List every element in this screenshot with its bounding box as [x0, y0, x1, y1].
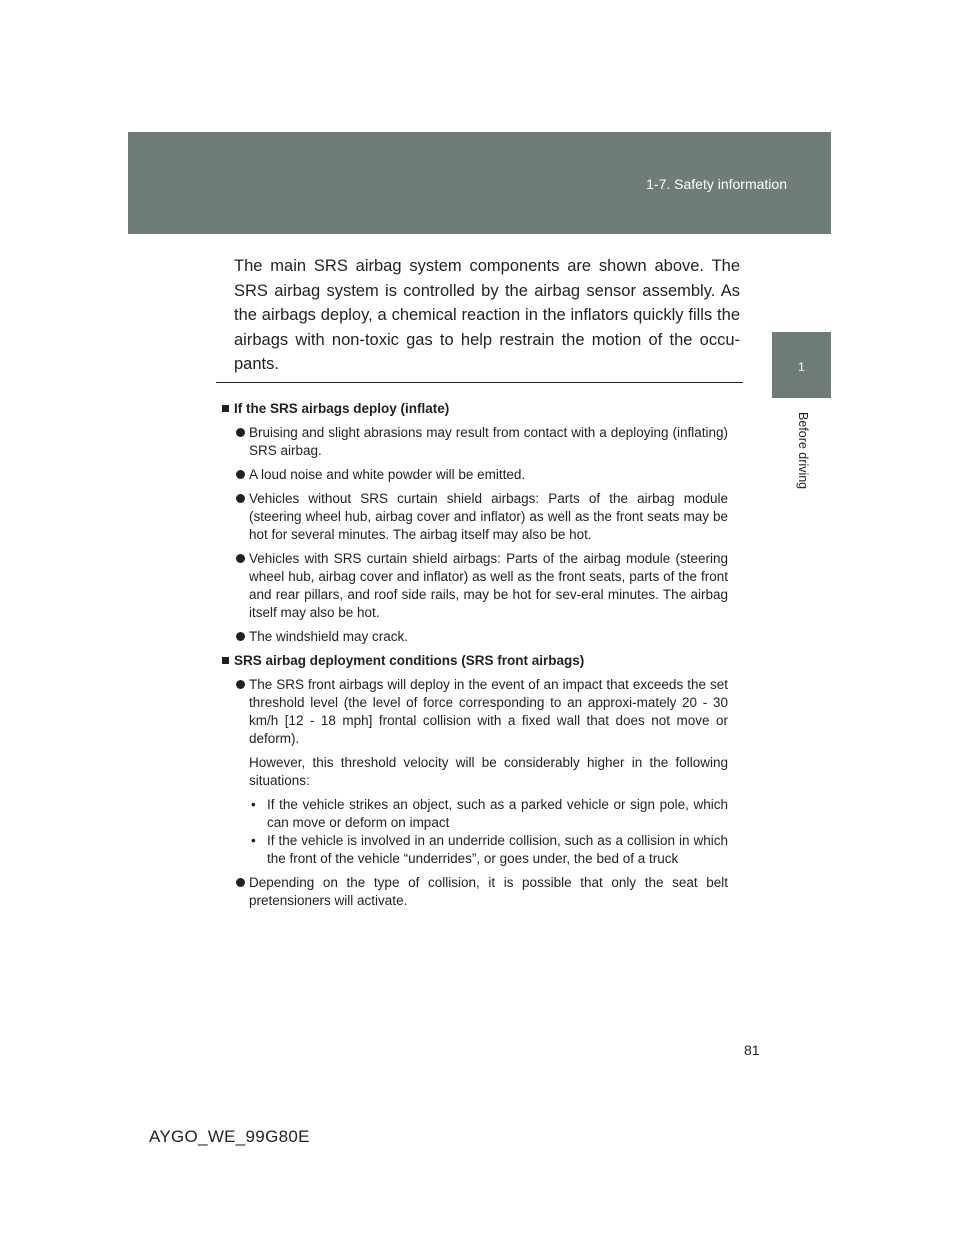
circle-bullet-icon: [236, 554, 245, 563]
header-band: [128, 132, 831, 234]
circle-bullet-icon: [236, 878, 245, 887]
sub-bullet-icon: •: [251, 833, 256, 848]
however-paragraph: However, this threshold velocity will be considerably higher in the following situations:: [249, 755, 728, 788]
square-bullet-icon: [222, 405, 229, 412]
heading-airbag-deploy: If the SRS airbags deploy (inflate): [222, 400, 728, 418]
page-number: 81: [744, 1042, 760, 1058]
chapter-tab: [772, 332, 831, 398]
circle-bullet-icon: [236, 680, 245, 689]
circle-bullet-icon: [236, 494, 245, 503]
list-item: Depending on the type of collision, it is possible that only the seat belt pretensioners will activate.: [222, 874, 728, 910]
sub-list-item: • If the vehicle is involved in an underride collision, such as a collision in which the front of the vehicle “underrides”, or goes under, the bed of a truck: [251, 833, 728, 866]
document-code: AYGO_WE_99G80E: [149, 1127, 310, 1146]
list-item: Vehicles with SRS curtain shield airbags: Parts of the airbag module (steering wheel hub, airbag cover and inflator) as well as the front seats, parts of the front and rear pillars, and roof side rails, may be hot for sev-eral minutes. The airbag itself may also be hot.: [222, 550, 728, 622]
list-item: The windshield may crack.: [222, 628, 728, 646]
section-title: 1-7. Safety information: [646, 176, 787, 192]
intro-paragraph: The main SRS airbag system components are shown above. The SRS airbag system is controlled by the airbag sensor assembly. As the airbags deploy, a chemical reaction in the inflators quickly fills the airbags with non-toxic gas to help restrain the motion of the occu-pants.: [234, 257, 740, 373]
chapter-label: Before driving: [796, 412, 810, 490]
notes-section: [222, 400, 728, 916]
list-item: The SRS front airbags will deploy in the event of an impact that exceeds the set threshold level (the level of force corresponding to an approxi-mately 20 - 30 km/h [12 - 18 mph] frontal collision with a fixed wall that does not move or deform).: [222, 676, 728, 748]
list-item: A loud noise and white powder will be emitted.: [222, 466, 728, 484]
heading-deployment-conditions: SRS airbag deployment conditions (SRS front airbags): [222, 652, 728, 670]
list-item: Bruising and slight abrasions may result from contact with a deploying (inflating) SRS airbag.: [222, 424, 728, 460]
square-bullet-icon: [222, 657, 229, 664]
chapter-label-container: [796, 412, 810, 494]
divider: [216, 382, 743, 383]
circle-bullet-icon: [236, 428, 245, 437]
circle-bullet-icon: [236, 632, 245, 641]
chapter-number: 1: [798, 360, 805, 374]
sub-list-item: • If the vehicle strikes an object, such as a parked vehicle or sign pole, which can move or deform on impact: [251, 797, 728, 830]
sub-bullet-icon: •: [251, 797, 256, 812]
circle-bullet-icon: [236, 470, 245, 479]
list-item: Vehicles without SRS curtain shield airbags: Parts of the airbag module (steering wheel hub, airbag cover and inflator) as well as the front seats may be hot for several minutes. The airbag itself may also be hot.: [222, 490, 728, 544]
